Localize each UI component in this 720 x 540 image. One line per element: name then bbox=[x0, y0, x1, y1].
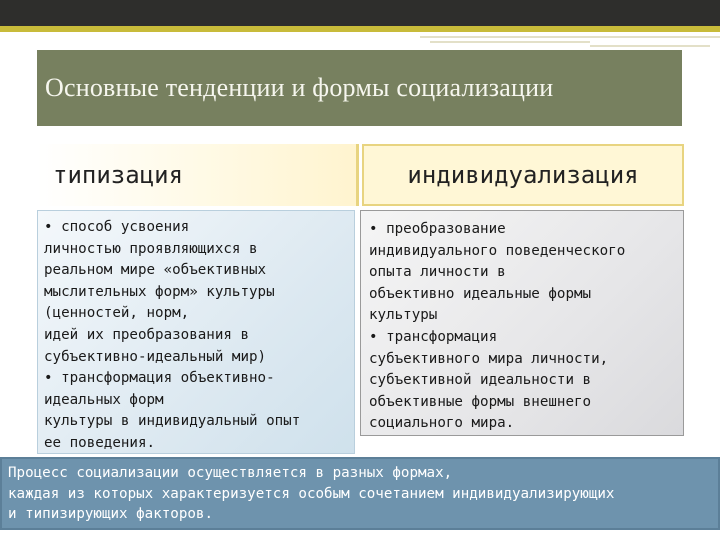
column-header-label: индивидуализация bbox=[407, 161, 639, 189]
slide-title: Основные тенденции и формы социализации bbox=[45, 73, 554, 102]
top-decor-lines bbox=[420, 34, 720, 48]
column-header-label: типизация bbox=[53, 161, 184, 189]
summary-footer: Процесс социализации осуществляется в разных формах, каждая из которых характеризуется особым сочетанием индивидуализирующих и типизирующих факторов. bbox=[0, 457, 720, 530]
typization-description: • способ усвоения личностью проявляющихся в реальном мире «объективных мыслительных форм» культуры (ценностей, норм, идей их преобразования в субъективно-идеальный мир) • трансформация объективно- идеальных форм культуры в индивидуальный опыт ее поведения. bbox=[37, 210, 355, 454]
title-bar bbox=[37, 50, 682, 126]
top-decor-band bbox=[0, 0, 720, 26]
column-header-individualization bbox=[362, 144, 684, 206]
top-gold-stripe bbox=[0, 26, 720, 32]
column-header-typization bbox=[37, 144, 359, 206]
individualization-description: • преобразование индивидуального поведенческого опыта личности в объективно идеальные формы культуры • трансформация субъективного мира личности, субъективной идеальности в объективные формы внешнего социального мира. bbox=[360, 210, 684, 436]
